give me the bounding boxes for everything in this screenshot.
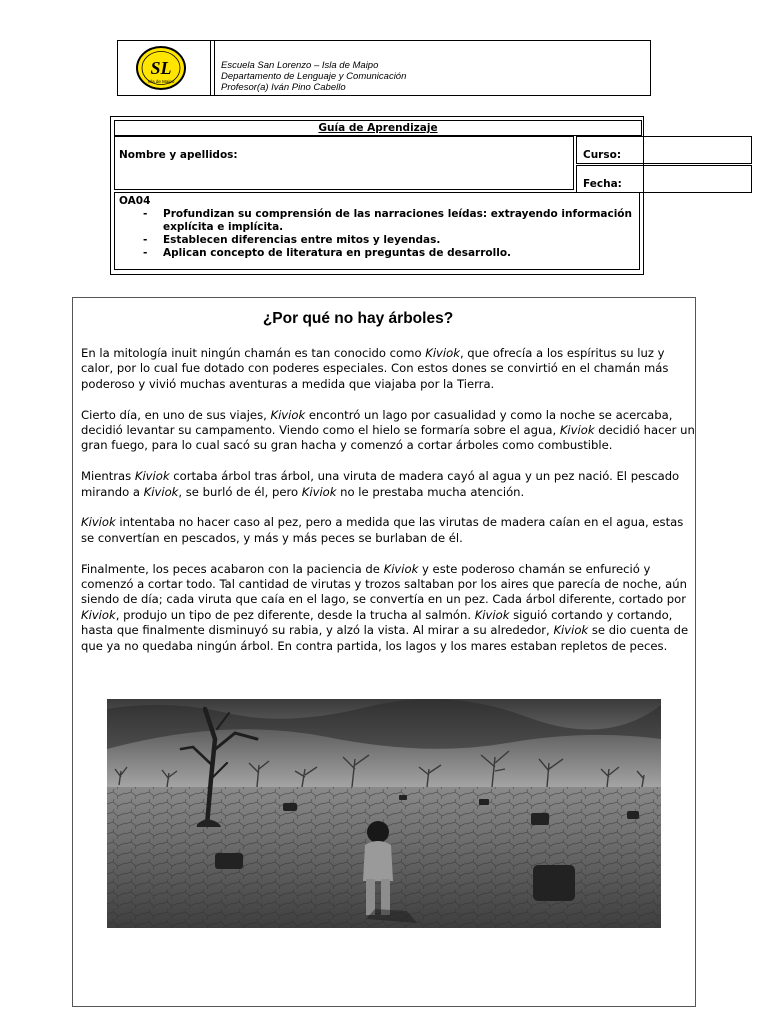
objective-item: - Establecen diferencias entre mitos y leyendas. — [119, 234, 635, 247]
name-kiviok: Kiviok — [553, 623, 589, 638]
svg-text:SL: SL — [150, 58, 172, 78]
department-name: Departamento de Lenguaje y Comunicación — [221, 71, 407, 82]
reading-body — [81, 346, 695, 669]
deforested-landscape-image — [107, 699, 661, 928]
name-kiviok: Kiviok — [81, 607, 116, 622]
course-field[interactable] — [576, 136, 752, 164]
svg-text:Isla de Maipo: Isla de Maipo — [147, 79, 175, 84]
name-label: Nombre y apellidos: — [119, 149, 238, 161]
course-label: Curso: — [583, 149, 622, 161]
date-label: Fecha: — [583, 178, 622, 190]
logo-cell — [118, 41, 215, 95]
guide-title: Guía de Aprendizaje — [318, 122, 438, 134]
paragraph: Cierto día, en uno de sus viajes, Kiviok encontró un lago por casualidad y como la noche se acercaba, decidió levantar su campamento. Viendo como el hielo se formaría sobre el agua, Kiviok decidió hacer un gran fuego, para lo cual sacó su gran hacha y comenzó a cortar árboles como combustible. — [81, 407, 695, 453]
paragraph: Mientras Kiviok cortaba árbol tras árbol, una viruta de madera cayó al agua y un pez nació. El pescado mirando a Kiviok, se burló de él, pero Kiviok no le prestaba mucha atención. — [81, 469, 680, 499]
date-field[interactable] — [576, 165, 752, 193]
name-kiviok: Kiviok — [301, 484, 337, 499]
objectives-list — [119, 208, 635, 260]
school-header — [117, 40, 651, 96]
guide-title-cell — [114, 120, 642, 136]
name-kiviok: Kiviok — [425, 346, 460, 360]
reading-title: ¿Por qué no hay árboles? — [262, 310, 454, 327]
paragraph: Finalmente, los peces acabaron con la paciencia de Kiviok y este poderoso chamán se enfureció y comenzó a cortar todo. Tal cantidad de virutas y trozos saltaban por los aires que parecía de noche, aún siendo de día; cada viruta que caía en el lago, se convertía en un pez. Cada árbol diferente, cortado por Kiviok, produjo un tipo de pez diferente, desde la trucha al salmón. Kiviok siguió cortando y cortando, hasta que finalmente disminuyó su rabia, y alzó la vista. Al mirar a su alrededor, Kiviok se dio cuenta de que ya no quedaba ningún árbol. En contra partida, los lagos y los mares estaban repletos de peces. — [81, 561, 689, 653]
name-kiviok: Kiviok — [474, 607, 510, 622]
name-kiviok: Kiviok — [270, 407, 306, 422]
name-kiviok: Kiviok — [143, 484, 179, 499]
school-logo — [135, 45, 187, 91]
name-kiviok: Kiviok — [383, 561, 419, 576]
oa-code: OA04 — [119, 195, 151, 207]
name-kiviok: Kiviok — [559, 423, 595, 438]
learning-guide-table — [110, 116, 644, 275]
paragraph: Kiviok intentaba no hacer caso al pez, pero a medida que las virutas de madera caían en el agua, estas se convertían en pescados, y más y más peces se burlaban de él. — [81, 515, 684, 545]
objective-item: - Profundizan su comprensión de las narraciones leídas: extrayendo información explícita e implícita. — [119, 208, 635, 234]
name-field[interactable] — [114, 136, 574, 190]
name-kiviok: Kiviok — [134, 469, 170, 484]
objectives-cell — [114, 192, 640, 270]
school-name: Escuela San Lorenzo – Isla de Maipo — [221, 60, 379, 71]
name-kiviok: Kiviok — [81, 515, 116, 530]
teacher-name: Profesor(a) Iván Pino Cabello — [221, 82, 346, 93]
school-info — [215, 41, 406, 95]
objective-item: - Aplican concepto de literatura en preguntas de desarrollo. — [119, 247, 635, 260]
paragraph: En la mitología inuit ningún chamán es tan conocido como Kiviok, que ofrecía a los espíritus su luz y calor, por lo cual fue dotado con poderes especiales. Con estos dones se convirtió en el chamán más poderoso y vivió muchas aventuras a medida que viajaba por la Tierra. — [81, 346, 669, 391]
reading-box — [72, 297, 696, 1007]
